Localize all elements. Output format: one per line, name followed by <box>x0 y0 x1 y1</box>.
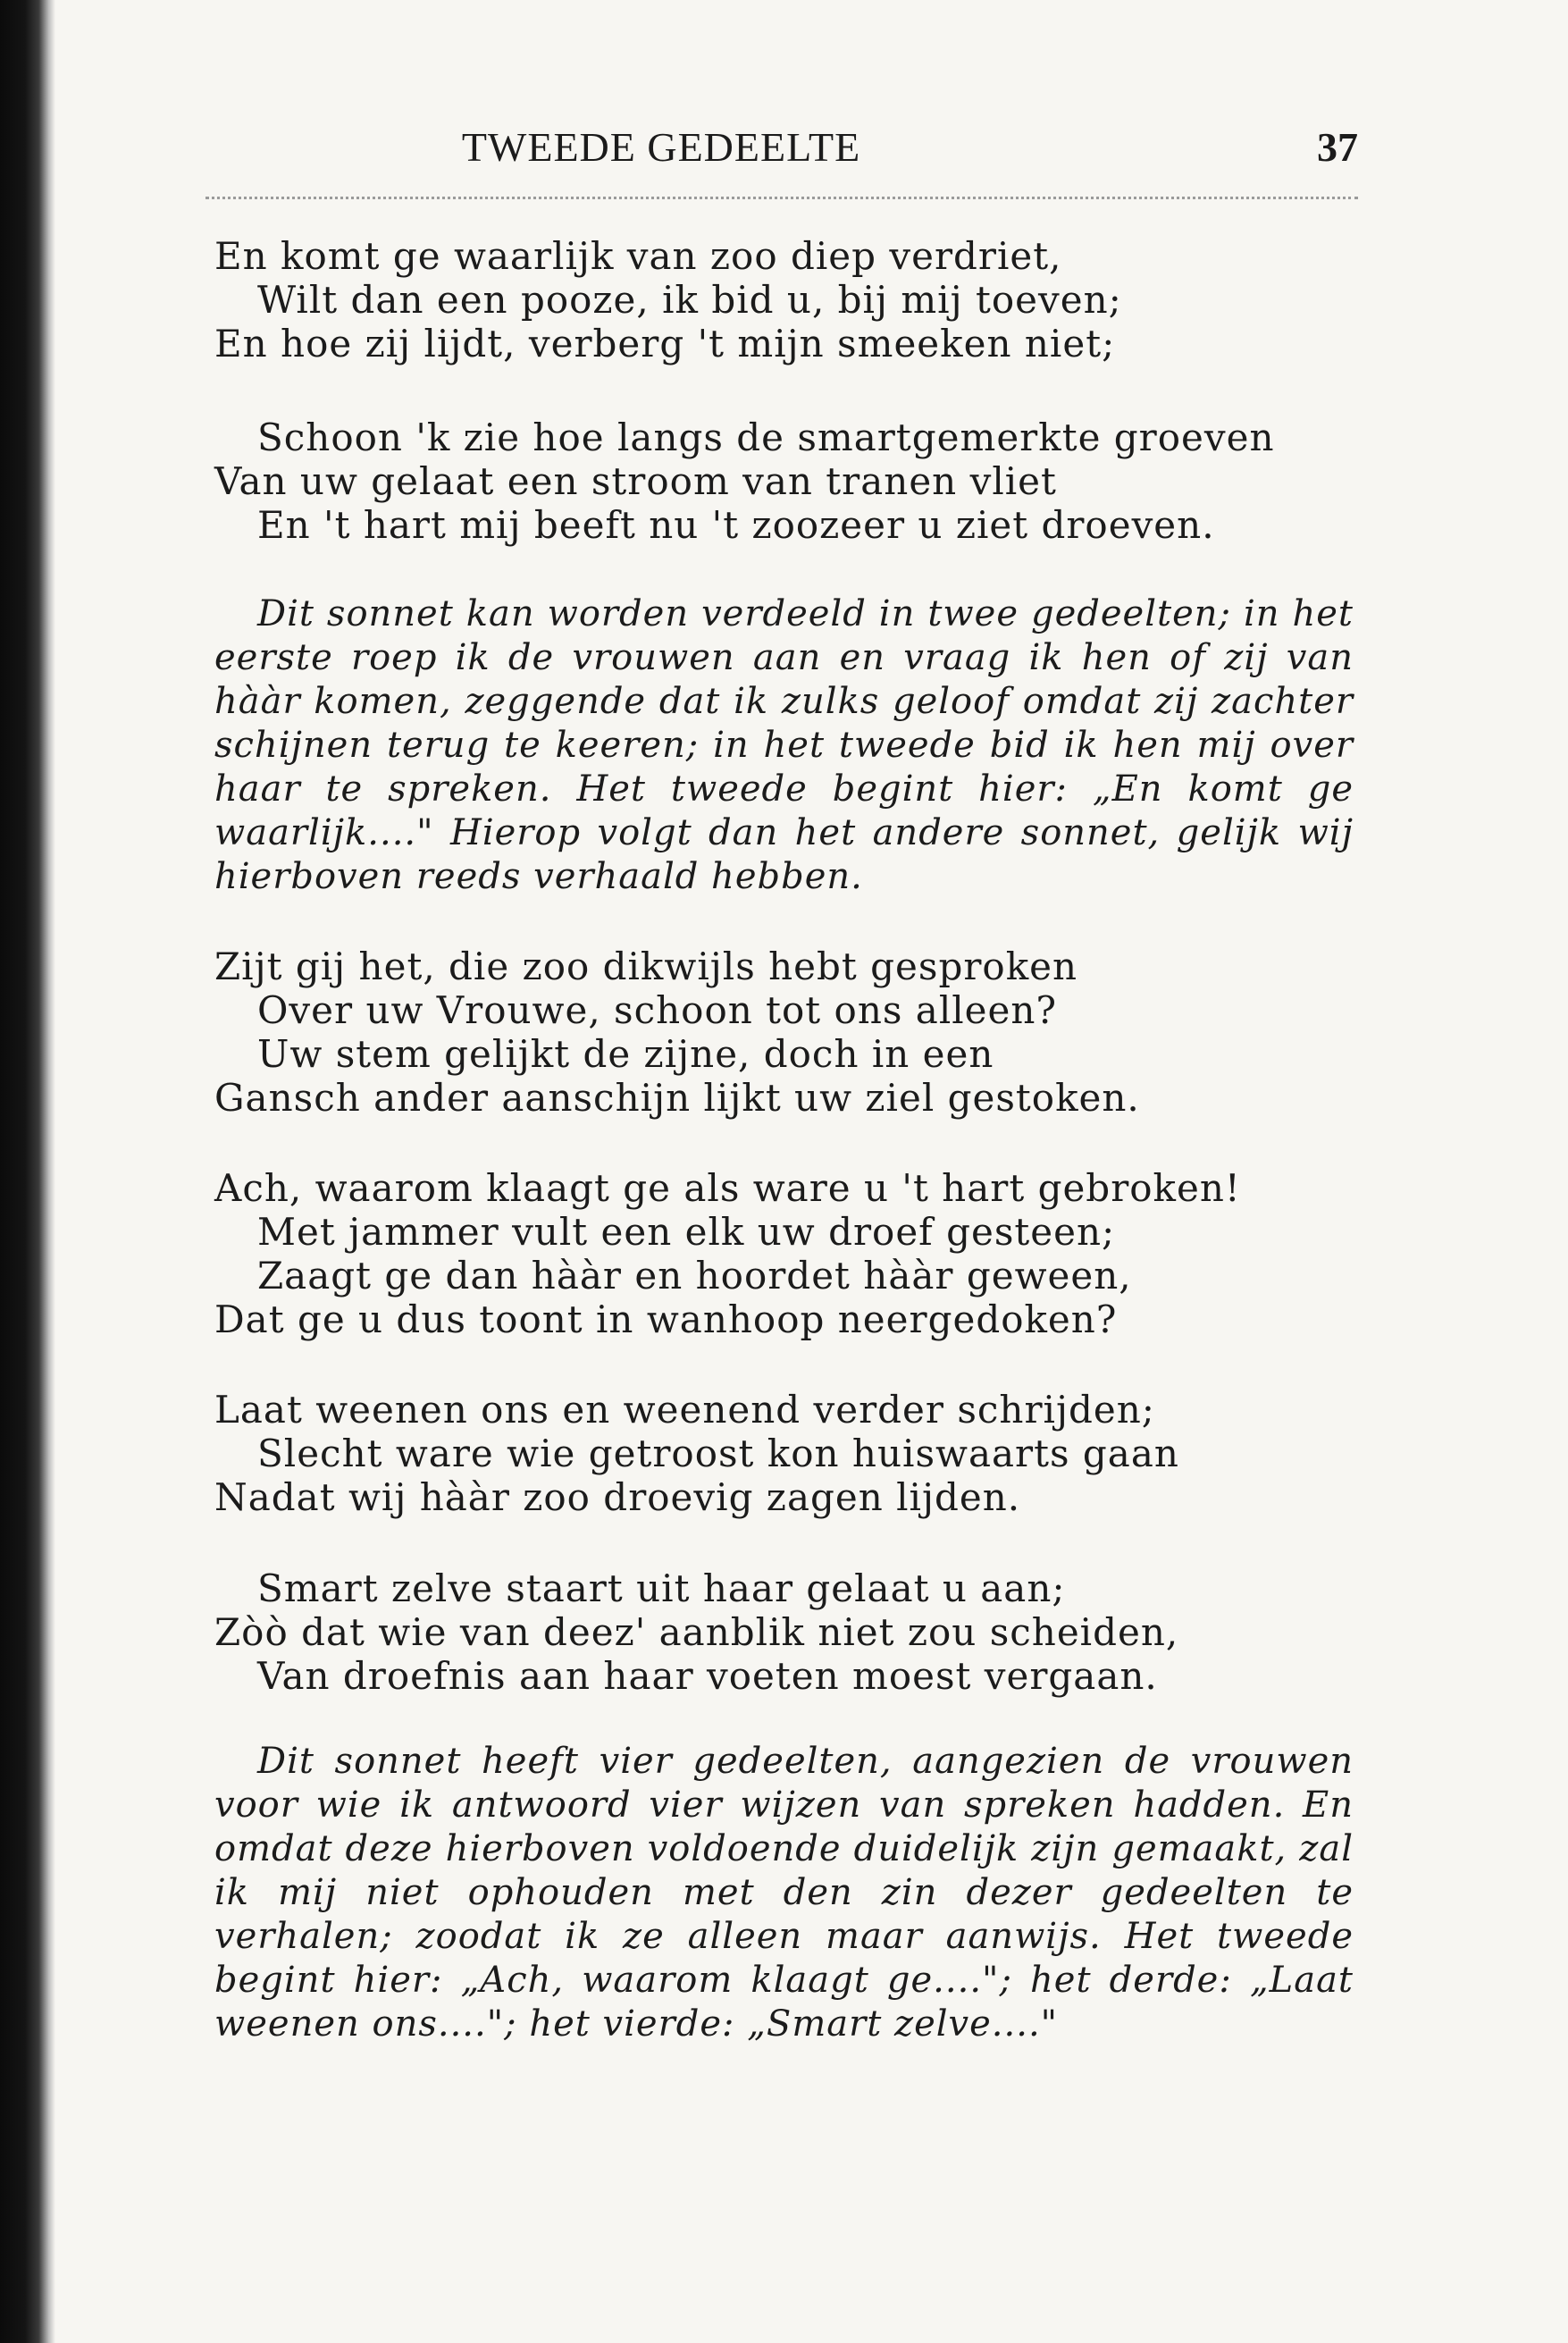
verse-line: Wilt dan een pooze, ik bid u, bij mij toeven; <box>257 278 1122 322</box>
commentary-paragraph-2 <box>214 1740 1354 2046</box>
verse-line: En komt ge waarlijk van zoo diep verdriet, <box>214 234 1062 278</box>
stanza-4 <box>214 1166 1358 1341</box>
stanza-3 <box>214 945 1358 1120</box>
page-header <box>205 123 1358 177</box>
verse-line: Met jammer vult een elk uw droef gesteen; <box>257 1210 1116 1254</box>
verse-line: Gansch ander aanschijn lijkt uw ziel gestoken. <box>214 1076 1140 1120</box>
verse-line: Zijt gij het, die zoo dikwijls hebt gesproken <box>214 945 1078 988</box>
stanza-1 <box>214 234 1358 365</box>
verse-line: Zòò dat wie van deez' aanblik niet zou scheiden, <box>214 1610 1179 1654</box>
verse-line: Nadat wij hààr zoo droevig zagen lijden. <box>214 1475 1021 1519</box>
running-head: TWEEDE GEDEELTE <box>461 124 861 170</box>
stanza-2 <box>214 416 1358 547</box>
book-spine-shadow <box>0 0 55 2343</box>
verse-line: En hoe zij lijdt, verberg 't mijn smeeken niet; <box>214 322 1116 365</box>
verse-line: Zaagt ge dan hààr en hoordet hààr geween, <box>257 1254 1132 1297</box>
header-rule <box>205 197 1358 199</box>
commentary-text: Dit sonnet heeft vier gedeelten, aangezien de vrouwen voor wie ik antwoord vier wijzen van spreken hadden. En omdat deze hierboven voldoende duidelijk zijn gemaakt, zal ik mij niet ophouden met den zin dezer gedeelten te verhalen; zoodat ik ze alleen maar aanwijs. Het tweede begint hier: „Ach, waarom klaagt ge...."; het derde: „Laat weenen ons...."; het vierde: „Smart zelve...." <box>214 1741 1354 2045</box>
verse-line: Over uw Vrouwe, schoon tot ons alleen? <box>257 988 1057 1032</box>
commentary-text: Dit sonnet kan worden verdeeld in twee gedeelten; in het eerste roep ik de vrouwen aan en vraag ik hen of zij van hààr komen, zeggende dat ik zulks geloof omdat zij zachter schijnen terug te keeren; in het tweede bid ik hen mij over haar te spreken. Het tweede begint hier: „En komt ge waarlijk...." Hierop volgt dan het andere sonnet, gelijk wij hierboven reeds verhaald hebben. <box>214 593 1354 897</box>
verse-line: Slecht ware wie getroost kon huiswaarts gaan <box>257 1432 1179 1475</box>
stanza-6 <box>214 1566 1358 1698</box>
verse-line: Smart zelve staart uit haar gelaat u aan; <box>257 1566 1066 1610</box>
verse-line: Dat ge u dus toont in wanhoop neergedoken? <box>214 1297 1118 1341</box>
verse-line: Ach, waarom klaagt ge als ware u 't hart gebroken! <box>214 1166 1241 1210</box>
stanza-5 <box>214 1388 1358 1519</box>
verse-line: Van droefnis aan haar voeten moest vergaan. <box>257 1654 1158 1698</box>
verse-line: Van uw gelaat een stroom van tranen vliet <box>214 459 1057 503</box>
verse-line: Laat weenen ons en weenend verder schrijden; <box>214 1388 1155 1432</box>
commentary-paragraph-1 <box>214 592 1354 899</box>
verse-line: En 't hart mij beeft nu 't zoozeer u ziet droeven. <box>257 503 1215 547</box>
page-number: 37 <box>1317 124 1358 170</box>
verse-line: Schoon 'k zie hoe langs de smartgemerkte groeven <box>257 416 1275 459</box>
verse-line: Uw stem gelijkt de zijne, doch in een <box>257 1032 994 1076</box>
